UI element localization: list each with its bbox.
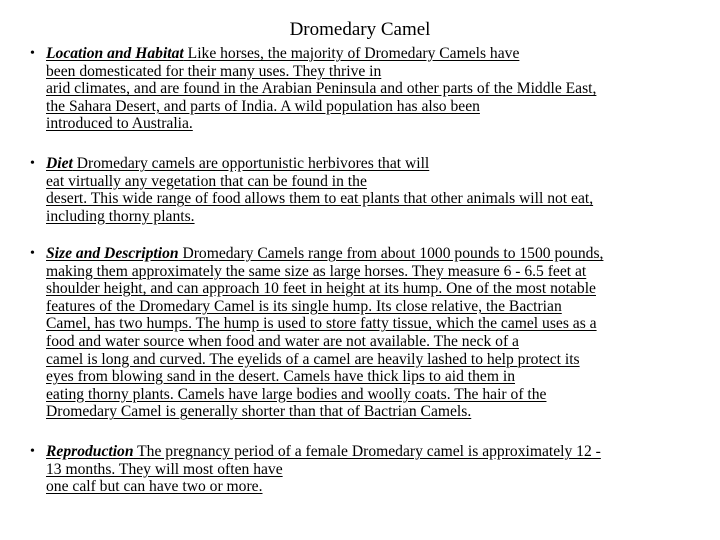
- text-line: Dromedary Camel is generally shorter than that of Bactrian Camels.: [46, 403, 472, 421]
- text-line: 13 months. They will most often have: [46, 460, 283, 478]
- section-term: Size and Description: [46, 245, 179, 262]
- text-line: the Sahara Desert, and parts of India. A wild population has also been: [46, 97, 480, 115]
- text-line: including thorny plants.: [46, 207, 195, 225]
- text-line: arid climates, and are found in the Arabian Peninsula and other parts of the Middle East,: [46, 80, 597, 98]
- text-line: food and water source when food and water are not available. The neck of a: [46, 332, 519, 350]
- text-line: camel is long and curved. The eyelids of a camel are heavily lashed to help protect its: [46, 350, 580, 368]
- section-text: [46, 45, 596, 133]
- text-line: Location and Habitat Like horses, the majority of Dromedary Camels have: [46, 45, 520, 62]
- text-line: eyes from blowing sand in the desert. Camels have thick lips to aid them in: [46, 368, 516, 386]
- text-line: Size and Description Dromedary Camels range from about 1000 pounds to 1500 pounds,: [46, 245, 604, 262]
- text-line: Camel, has two humps. The hump is used to store fatty tissue, which the camel uses as a: [46, 315, 597, 333]
- section-text: [46, 155, 593, 225]
- bullet-icon: •: [30, 246, 35, 261]
- text-line: introduced to Australia.: [46, 115, 193, 133]
- bullet-icon: •: [30, 444, 35, 459]
- section-text: [46, 443, 601, 496]
- section-term: Reproduction: [46, 443, 134, 460]
- section-term: Diet: [46, 155, 73, 172]
- page-title: Dromedary Camel: [289, 19, 431, 40]
- text-line: making them approximately the same size as large horses. They measure 6 - 6.5 feet at: [46, 262, 587, 280]
- text-line: features of the Dromedary Camel is its single hump. Its close relative, the Bactrian: [46, 297, 562, 315]
- text-line: eat virtually any vegetation that can be found in the: [46, 172, 367, 190]
- section-term: Location and Habitat: [46, 45, 184, 62]
- text-line: Diet Dromedary camels are opportunistic herbivores that will: [46, 155, 430, 172]
- section-text: [46, 245, 603, 421]
- text-line: desert. This wide range of food allows them to eat plants that other animals will not eat,: [46, 190, 594, 208]
- bullet-icon: •: [30, 46, 35, 61]
- bullet-icon: •: [30, 156, 35, 171]
- text-line: one calf but can have two or more.: [46, 478, 263, 496]
- text-line: Reproduction The pregnancy period of a female Dromedary camel is approximately 12 -: [46, 443, 601, 460]
- text-line: been domesticated for their many uses. They thrive in: [46, 62, 382, 80]
- text-line: eating thorny plants. Camels have large bodies and woolly coats. The hair of the: [46, 385, 547, 403]
- text-line: shoulder height, and can approach 10 feet in height at its hump. One of the most notable: [46, 280, 596, 298]
